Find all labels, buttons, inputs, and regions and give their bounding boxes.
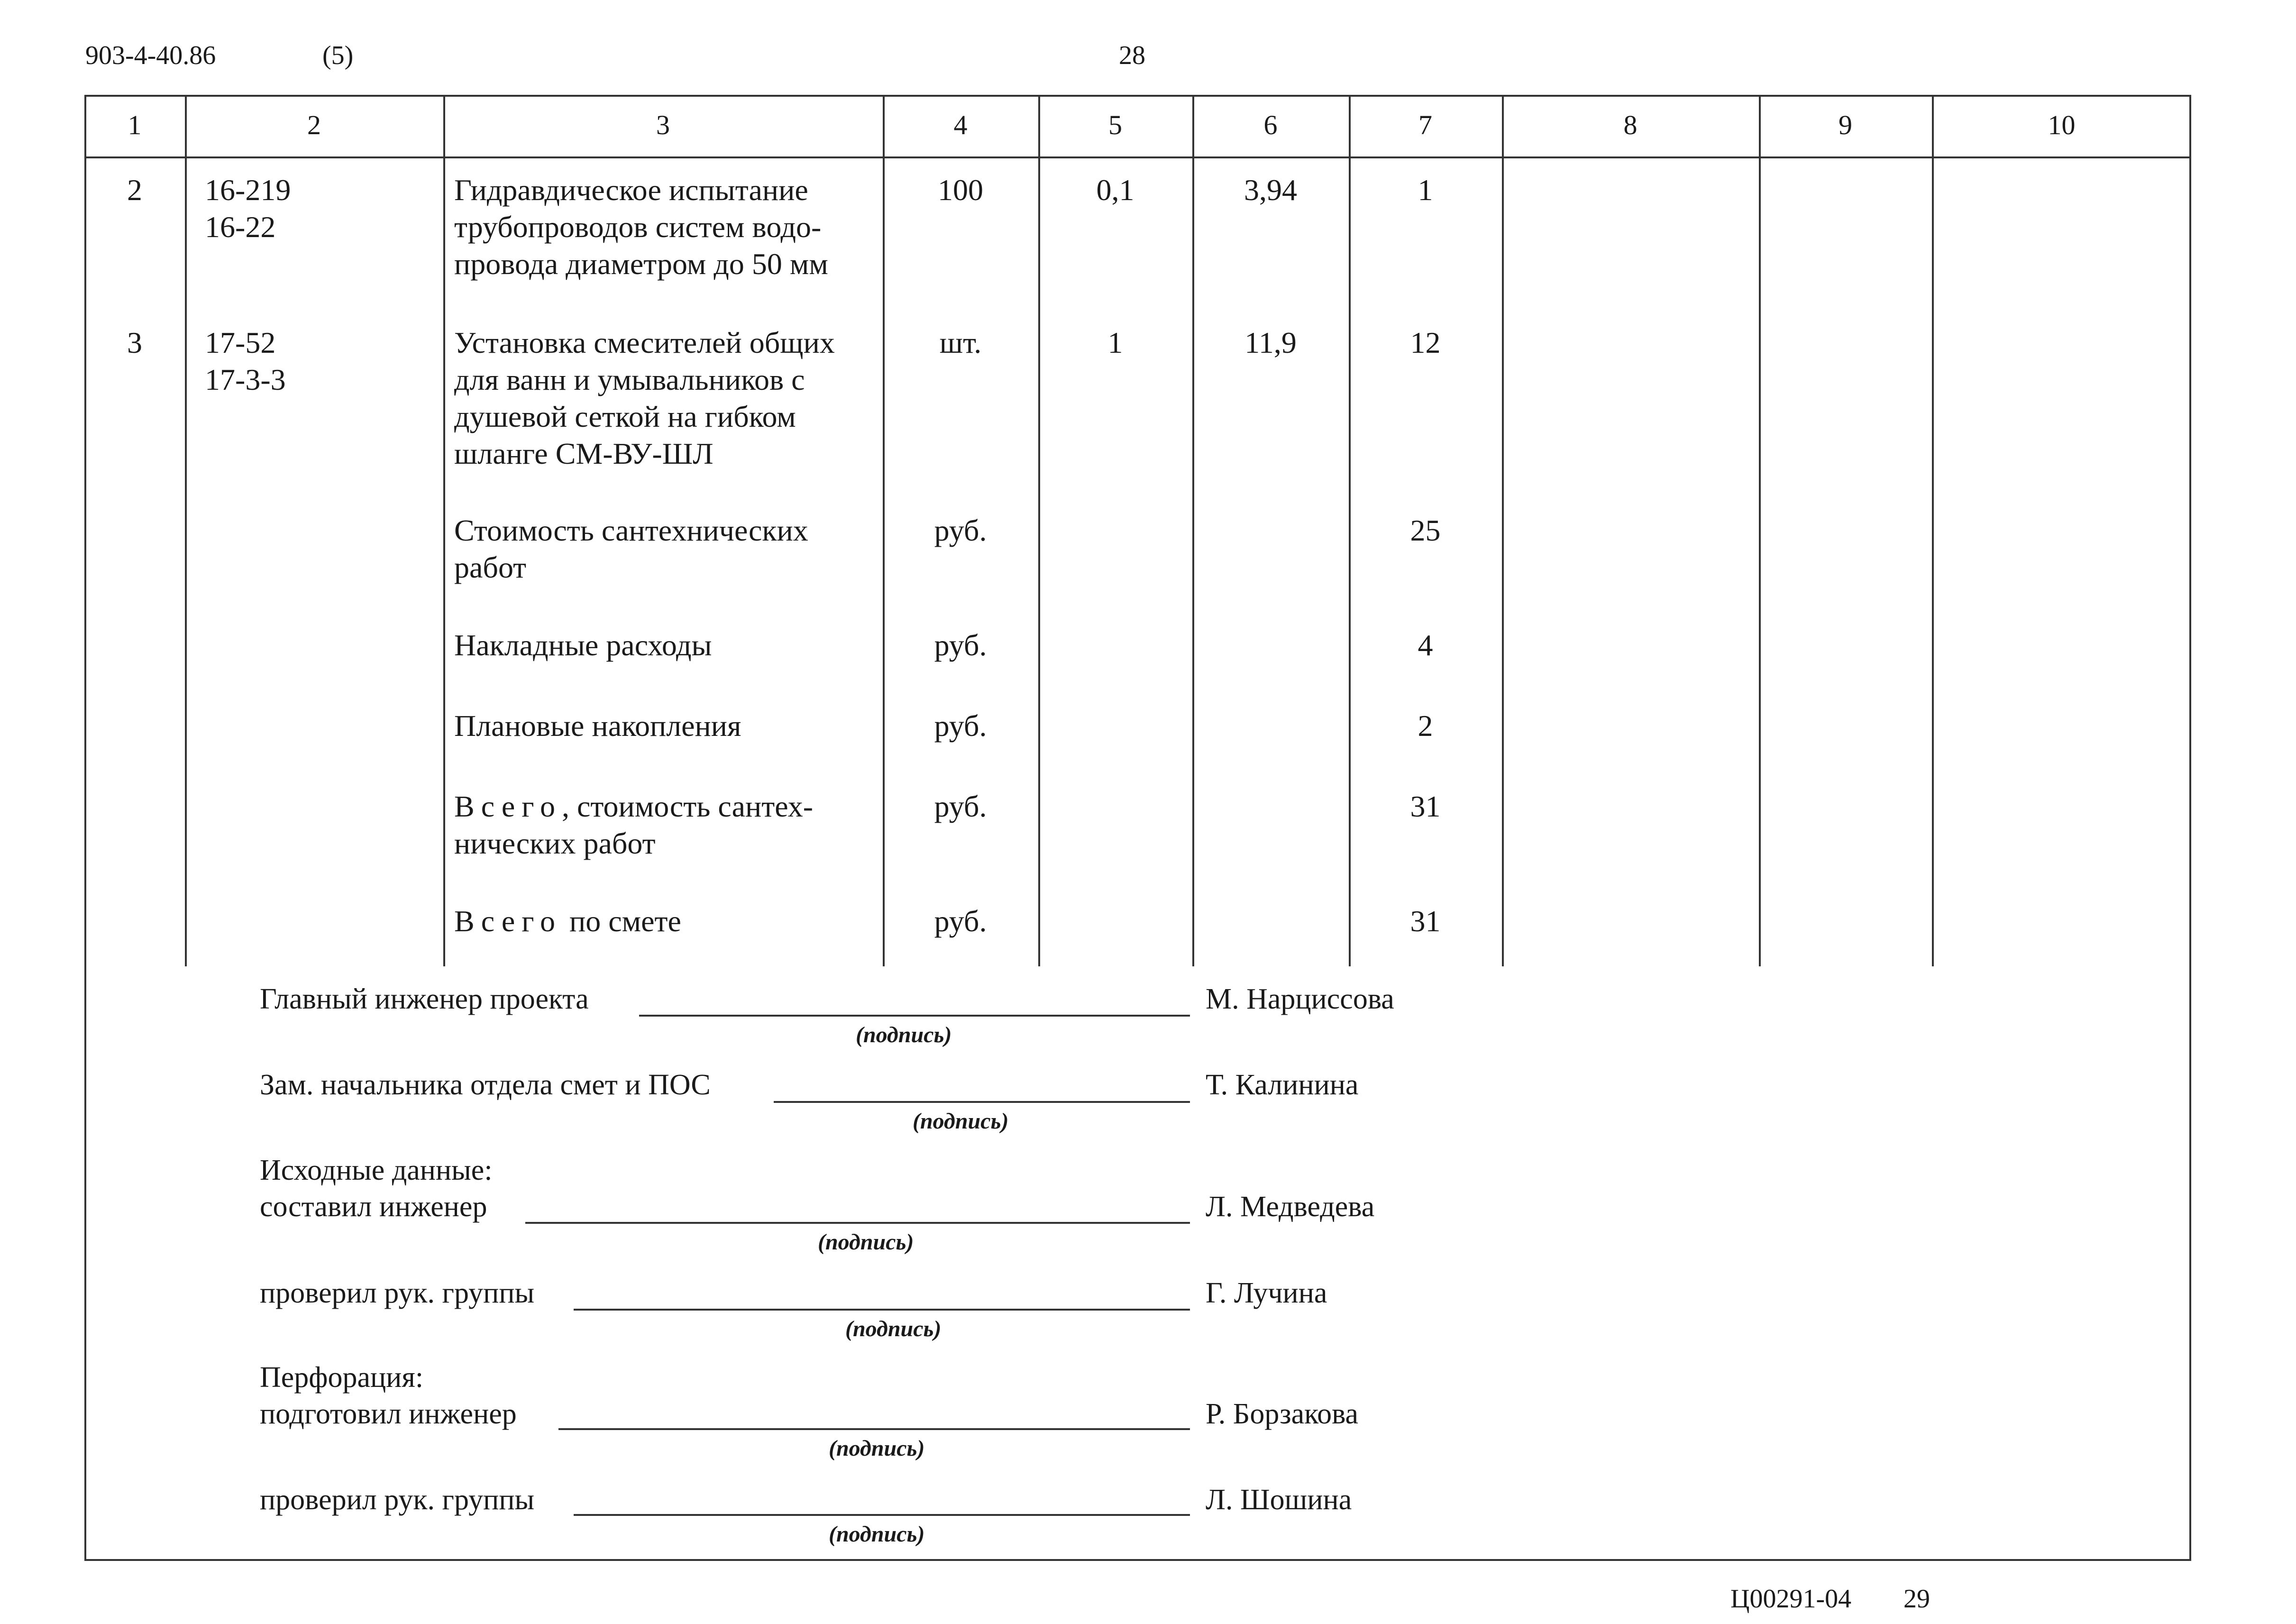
column-divider [1759,95,1761,966]
item-description-line: провода диаметром до 50 мм [454,247,828,281]
column-divider [443,95,445,966]
signature-hint: (подпись) [818,1229,914,1255]
signatory-name: Т. Калинина [1206,1069,1359,1101]
summary-label-line: работ [454,551,527,584]
total-cost: 12 [1410,326,1441,359]
item-description-line: трубопроводов систем водо- [454,210,822,244]
column-number: 7 [1418,110,1432,140]
section-title: Исходные данные: [260,1154,493,1186]
column-divider [1932,95,1934,966]
total-cost: 25 [1410,514,1441,547]
signatory-name: М. Нарциссова [1206,983,1394,1015]
column-number: 9 [1839,110,1852,140]
signature-hint: (подпись) [829,1522,925,1547]
quantity: 1 [1107,326,1123,359]
signature-role: составил инженер [260,1191,487,1223]
column-divider [1038,95,1040,966]
summary-label-line: Накладные расходы [454,628,712,662]
unit: 100 [938,173,983,207]
column-number: 2 [307,110,321,140]
header-divider [84,156,2191,158]
footer-page-number: 29 [1903,1584,1930,1614]
signature-line [574,1514,1190,1516]
column-divider [1502,95,1504,966]
column-number: 6 [1263,110,1278,140]
column-divider [1192,95,1194,966]
rate-code: 17-3-3 [205,363,286,396]
summary-label-line [454,903,874,940]
signature-role: Зам. начальника отдела смет и ПОС [260,1069,711,1101]
signature-role: Главный инженер проекта [260,983,589,1015]
document-code: 903-4-40.86 [85,41,216,70]
item-description-line: для ванн и умывальников с [454,363,805,396]
total-cost: 1 [1418,173,1433,207]
table-frame [84,95,2191,1561]
total-word: Всего [454,904,562,938]
unit: шт. [939,326,982,359]
total-cost: 2 [1418,709,1433,743]
summary-label-line: Плановые накопления [454,709,741,743]
quantity: 0,1 [1096,173,1134,207]
rate-code: 16-219 [205,173,291,207]
summary-label-text: по смете [561,904,681,938]
signature-line [774,1101,1190,1103]
part-number: (5) [322,41,354,70]
column-number: 4 [953,110,968,140]
signature-hint: (подпись) [913,1109,1009,1134]
signature-role: проверил рук. группы [260,1277,535,1309]
column-divider [185,95,187,966]
unit-price: 11,9 [1244,326,1297,359]
signature-hint: (подпись) [829,1436,925,1461]
column-number: 1 [128,110,142,140]
signature-line [558,1428,1190,1430]
item-description-line: душевой сеткой на гибком [454,400,796,433]
signature-line [525,1222,1190,1224]
signature-role: подготовил инженер [260,1398,517,1430]
item-description-line: Гидравдическое испытание [454,173,808,207]
column-number: 8 [1623,110,1637,140]
signatory-name: Р. Борзакова [1206,1398,1359,1430]
summary-label-line: нических работ [454,826,656,860]
signatory-name: Л. Шошина [1206,1484,1352,1516]
section-title: Перфорация: [260,1361,424,1394]
signature-hint: (подпись) [845,1316,942,1341]
item-description-line: Установка смесителей общих [454,326,835,359]
summary-label-text: , стоимость сантех- [561,789,814,823]
grand-total: 31 [1410,904,1441,938]
signatory-name: Л. Медведева [1206,1191,1375,1223]
column-number: 5 [1108,110,1122,140]
column-number: 3 [656,110,670,140]
row-number: 3 [127,326,142,359]
item-description-line: шланге СМ-ВУ-ШЛ [454,437,713,470]
signature-line [639,1015,1190,1017]
unit: руб. [934,514,987,547]
unit-price: 3,94 [1244,173,1297,207]
rate-code: 16-22 [205,210,276,244]
rate-code: 17-52 [205,326,276,359]
archive-code: Ц00291-04 [1730,1584,1852,1614]
signature-hint: (подпись) [856,1022,952,1047]
signature-line [574,1309,1190,1311]
signature-role: проверил рук. группы [260,1484,535,1516]
total-word: Всего [454,789,562,823]
signatory-name: Г. Лучина [1206,1277,1327,1309]
unit: руб. [934,904,987,938]
summary-label-line [454,788,874,825]
total-cost: 4 [1418,628,1433,662]
total-cost: 31 [1410,789,1441,823]
row-number: 2 [127,173,142,207]
unit: руб. [934,789,987,823]
unit: руб. [934,628,987,662]
column-number: 10 [2048,110,2076,140]
page-number: 28 [1119,41,1145,70]
summary-label-line: Стоимость сантехнических [454,514,808,547]
unit: руб. [934,709,987,743]
